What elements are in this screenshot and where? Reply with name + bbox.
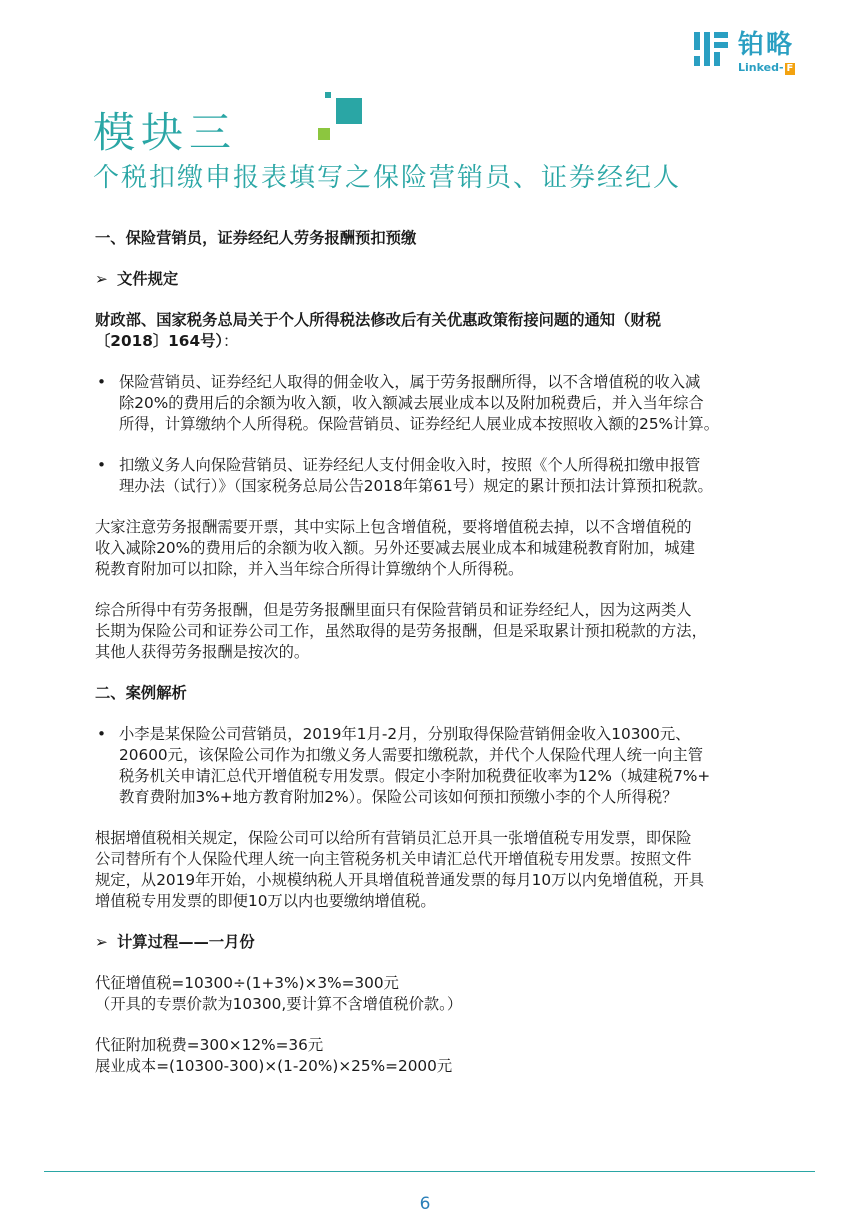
list-item-line: 扣缴义务人向保险营销员、证券经纪人支付佣金收入时，按照《个人所得税扣缴申报管	[119, 456, 701, 474]
list-item-withholding	[95, 455, 795, 497]
page-number: 6	[419, 1194, 431, 1214]
logo-name: 铂略	[738, 30, 795, 60]
list-item-line: 20600元，该保险公司作为扣缴义务人需要扣缴税款，并代个人保险代理人统一向主管	[119, 746, 704, 764]
list-item-case	[95, 724, 795, 808]
logo-sub-box: F	[786, 63, 794, 74]
arrow-bullet-icon: ➢	[95, 270, 108, 288]
calc-vat-note: （开具的专票价款为10300,要计算不含增值税价款。）	[95, 995, 463, 1013]
list-item-line: 教育费附加3%+地方教育附加2%）。保险公司该如何预扣预缴小李的个人所得税？	[119, 788, 678, 806]
calc-cost: 展业成本=(10300-300)×(1-20%)×25%=2000元	[95, 1057, 453, 1075]
deco-square-small-icon	[325, 92, 331, 98]
calc-heading: ➢ 计算过程——一月份	[95, 933, 255, 951]
paragraph-comprehensive-income: 综合所得中有劳务报酬，但是劳务报酬里面只有保险营销员和证券经纪人，因为这两类人 长期为保险公司和证券公司工作，虽然取得的是劳务报酬，但是采取累计预扣税款的方法， 其他人获得劳务报酬是按次的。	[95, 601, 707, 661]
calc-surcharge: 代征附加税费=300×12%=36元	[95, 1036, 324, 1054]
doc-rule-heading: ➢ 文件规定	[95, 270, 179, 288]
list-item-line: 除20%的费用后的余额为收入额，收入额减去展业成本以及附加税费后，并入当年综合	[119, 394, 704, 412]
deco-square-teal-icon	[336, 98, 362, 124]
paragraph-invoice-note: 大家注意劳务报酬需要开票，其中实际上包含增值税，要将增值税去掉，以不含增值税的 收入减除20%的费用后的余额为收入额。另外还要减去展业成本和城建税教育附加，城建 税教育附加可以扣除，并入当年综合所得计算缴纳个人所得税。	[95, 518, 695, 578]
bullet-dot-icon: •	[97, 456, 107, 474]
list-item-line: 所得，计算缴纳个人所得税。保险营销员、证券经纪人展业成本按照收入额的25%计算。	[119, 415, 719, 433]
list-item-commission	[95, 372, 795, 435]
bullet-dot-icon: •	[97, 373, 107, 391]
footer-divider	[44, 1171, 815, 1172]
logo-sub-prefix: Linked-	[738, 61, 784, 74]
paragraph-vat-rule: 根据增值税相关规定，保险公司可以给所有营销员汇总开具一张增值税专用发票，即保险 公司替所有个人保险代理人统一向主管税务机关申请汇总代开增值税专用发票。按照文件 规定，从2019年开始，小规模纳税人开具增值税普通发票的每月10万以内免增值税，开具 增值税专用发票的即便10万以内也要缴纳增值税。	[95, 829, 705, 910]
list-item-line: 税务机关申请汇总代开增值税专用发票。假定小李附加税费征收率为12%（城建税7%+	[119, 767, 711, 785]
logo-subtitle	[738, 61, 795, 75]
doc-title: 财政部、国家税务总局关于个人所得税法修改后有关优惠政策衔接问题的通知（财税 〔2018〕164号）：	[95, 311, 661, 350]
arrow-bullet-icon: ➢	[95, 933, 108, 951]
section-heading-2: 二、案例解析	[95, 684, 187, 702]
logo-mark-icon	[692, 30, 730, 68]
document-body	[95, 228, 795, 1077]
brand-logo	[692, 30, 812, 78]
deco-square-green-icon	[318, 128, 330, 140]
page-title: 模块三	[93, 108, 238, 157]
page-subtitle: 个税扣缴申报表填写之保险营销员、证券经纪人	[93, 163, 682, 193]
list-item-line: 小李是某保险公司营销员，2019年1月-2月，分别取得保险营销佣金收入10300元、	[119, 725, 691, 743]
bullet-dot-icon: •	[97, 725, 107, 743]
section-heading-1: 一、保险营销员，证券经纪人劳务报酬预扣预缴	[95, 229, 417, 247]
list-item-line: 保险营销员、证券经纪人取得的佣金收入，属于劳务报酬所得，以不含增值税的收入减	[119, 373, 701, 391]
list-item-line: 理办法（试行）》（国家税务总局公告2018年第61号）规定的累计预扣法计算预扣税款。	[119, 477, 713, 495]
calc-vat: 代征增值税=10300÷(1+3%)×3%=300元	[95, 974, 399, 992]
